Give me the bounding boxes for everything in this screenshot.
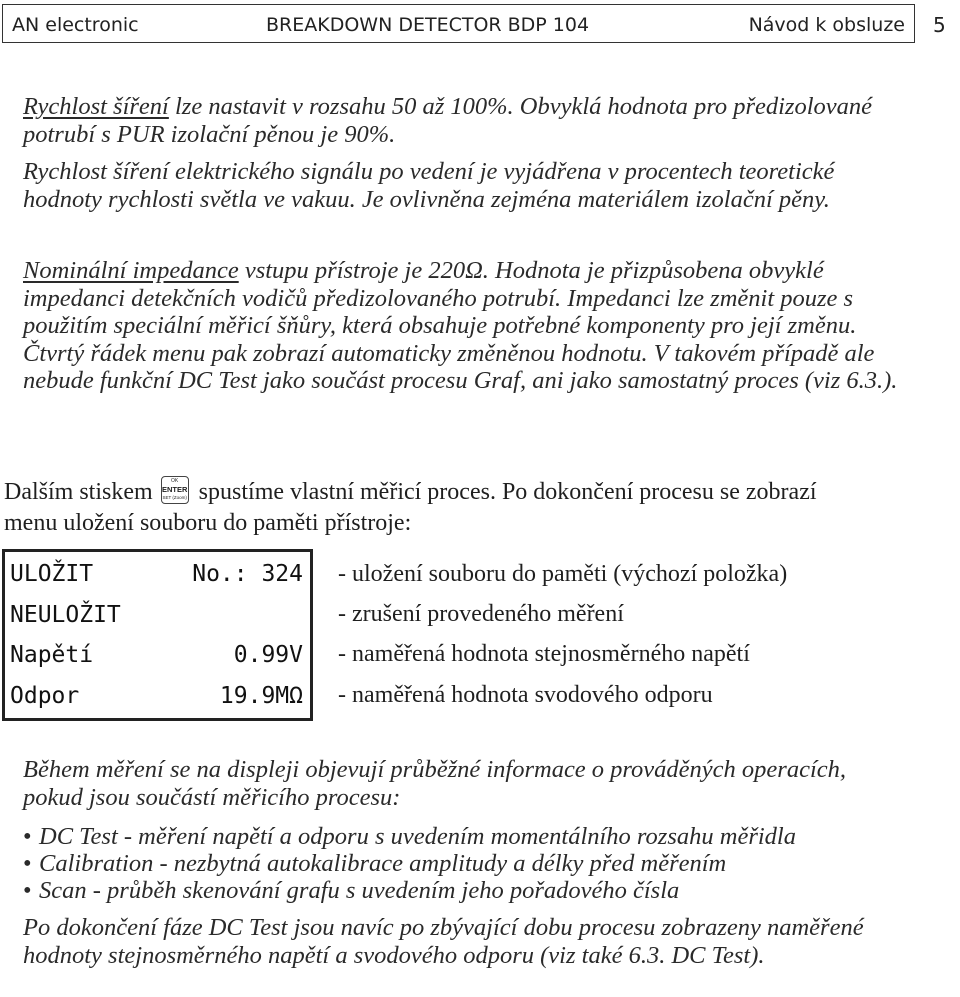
description-voltage: - naměřená hodnota stejnosměrného napětí	[338, 641, 750, 667]
description-discard: - zrušení provedeného měření	[338, 601, 624, 627]
paragraph-during-measurement: Během měření se na displeji objevují průběžné informace o prováděných operacích, pokud jsou součástí měřicího procesu:	[23, 756, 847, 811]
instruction-line-2: menu uložení souboru do paměti přístroje:	[4, 510, 412, 536]
display-row-resistance: Odpor 19.9MΩ	[10, 683, 303, 709]
description-resistance: - naměřená hodnota svodového odporu	[338, 682, 713, 708]
page-number: 5	[933, 13, 946, 37]
process-info-list	[23, 823, 796, 904]
lcd-display	[2, 549, 313, 721]
description-save: - uložení souboru do paměti (výchozí položka)	[338, 561, 788, 587]
instruction-line-1	[4, 476, 817, 506]
paragraph-propagation-speed	[23, 93, 903, 148]
header-title: BREAKDOWN DETECTOR BDP 104	[266, 14, 590, 36]
display-row-save: ULOŽIT No.: 324	[10, 561, 303, 587]
term-propagation-speed: Rychlost šíření	[23, 93, 169, 120]
paragraph-text: vstupu přístroje je 220Ω. Hodnota je přizpůsobena obvyklé impedanci detekčních vodičů předizolovaného potrubí. Impedanci lze změnit pouze s použitím speciální měřicí šňůry, která obsahuje potřebné komponenty pro její změnu. Čtvrtý řádek menu pak zobrazí automaticky změněnou hodnotu. V takovém případě ale nebude funkční DC Test jako součást procesu Graf, ani jako samostatný proces (viz 6.3.).	[23, 257, 898, 394]
display-row-discard: NEULOŽIT	[10, 602, 121, 628]
paragraph-after-dc-test: Po dokončení fáze DC Test jsou navíc po zbývající dobu procesu zobrazeny naměřené hodnoty stejnosměrného napětí a svodového odporu (viz také 6.3. DC Test).	[23, 914, 864, 969]
paragraph-text: lze nastavit v rozsahu 50 až 100%. Obvyklá hodnota pro předizolované potrubí s PUR izolační pěnou je 90%.	[23, 93, 873, 148]
instruction-after: spustíme vlastní měřicí proces. Po dokončení procesu se zobrazí	[198, 479, 817, 505]
list-item: • DC Test - měření napětí a odporu s uvedením momentálního rozsahu měřidla	[23, 823, 796, 850]
page-header	[2, 4, 915, 43]
paragraph-impedance	[23, 257, 903, 395]
display-row-voltage: Napětí 0.99V	[10, 642, 303, 668]
paragraph-signal-speed: Rychlost šíření elektrického signálu po vedení je vyjádřena v procentech teoretické hodnoty rychlosti světla ve vakuu. Je ovlivněna zejména materiálem izolační pěny.	[23, 158, 835, 213]
header-doc-type: Návod k obsluze	[748, 14, 905, 36]
instruction-before: Dalším stiskem	[4, 479, 153, 505]
header-company: AN electronic	[12, 14, 139, 36]
enter-key-icon: OK ENTER SET (Zoom)	[161, 476, 189, 504]
list-item: • Scan - průběh skenování grafu s uvedením jeho pořadového čísla	[23, 877, 680, 904]
list-item: • Calibration - nezbytná autokalibrace amplitudy a délky před měřením	[23, 850, 727, 877]
term-nominal-impedance: Nominální impedance	[23, 257, 239, 284]
